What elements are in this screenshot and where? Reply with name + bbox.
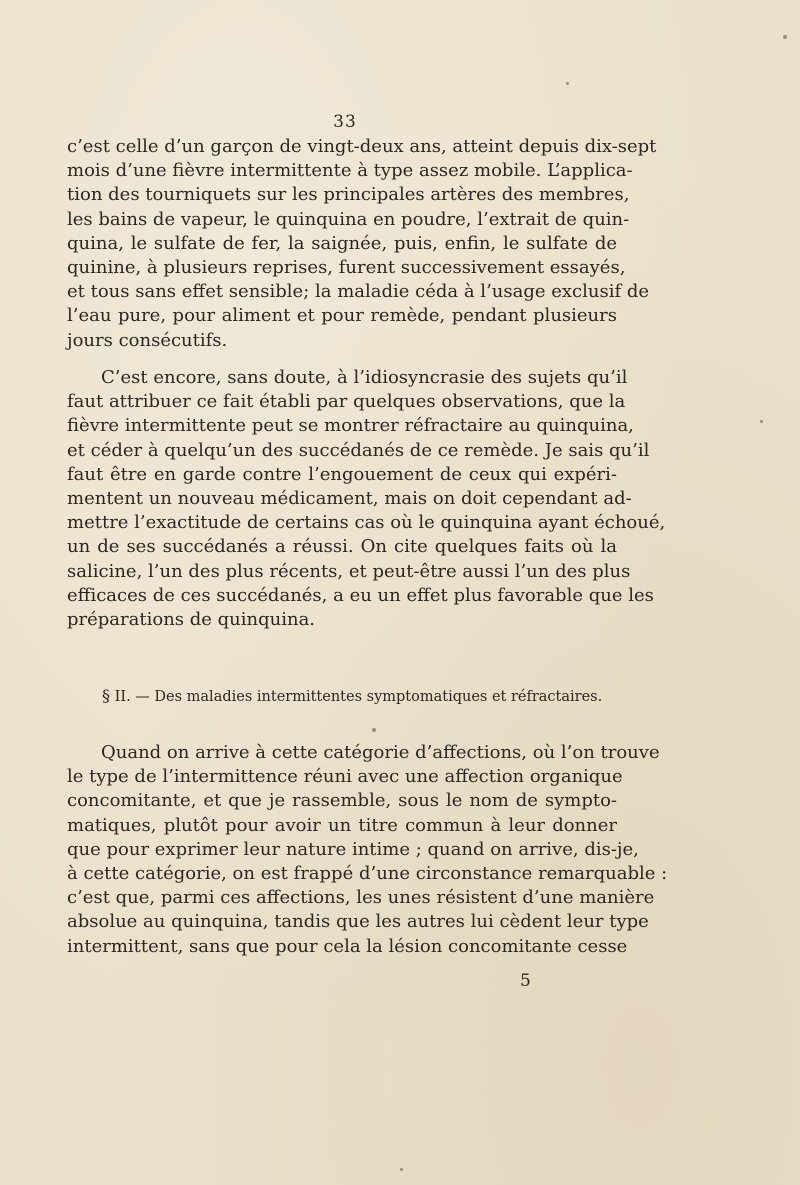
text-line: C’est encore, sans doute, à l’idiosyncrasie des sujets qu’il [101, 367, 628, 388]
text-line: et céder à quelqu’un des succédanés de ce remède. Je sais qu’il [67, 439, 650, 461]
paper-speck [372, 728, 376, 732]
paragraph-symptomatiques [67, 741, 668, 959]
text-line: les bains de vapeur, le quinquina en poudre, l’extrait de quin- [67, 208, 630, 230]
text-line: c’est celle d’un garçon de vingt-deux ans, atteint depuis dix-sept [67, 136, 657, 157]
text-line: Quand on arrive à cette catégorie d’affections, où l’on trouve [101, 742, 660, 763]
section-symbol: § [102, 686, 110, 705]
text-line: quina, le sulfate de fer, la saignée, puis, enfin, le sulfate de [67, 232, 617, 254]
text-line: mentent un nouveau médicament, mais on doit cependant ad- [67, 488, 632, 510]
text-line: l’eau pure, pour aliment et pour remède, pendant plusieurs [67, 305, 617, 327]
text-line: concomitante, et que je rassemble, sous le nom de sympto- [67, 790, 617, 812]
page-number: 33 [333, 112, 357, 132]
text-line: à cette catégorie, on est frappé d’une circonstance remarquable : [67, 863, 668, 885]
text-line: un de ses succédanés a réussi. On cite quelques faits où la [67, 536, 617, 558]
paragraph-idiosyncrasie [67, 366, 666, 632]
text-line: salicine, l’un des plus récents, et peut-être aussi l’un des plus [67, 560, 631, 582]
signature-mark: 5 [520, 971, 531, 991]
text-line: efficaces de ces succédanés, a eu un effet plus favorable que les [67, 584, 654, 606]
section-number: II. [114, 689, 131, 705]
text-line: tion des tourniquets sur les principales artères des membres, [67, 184, 630, 206]
text-line: et tous sans effet sensible; la maladie céda à l’usage exclusif de [67, 281, 650, 303]
section-heading [102, 686, 603, 705]
paragraph-continuation [67, 135, 657, 353]
text-line: c’est que, parmi ces affections, les unes résistent d’une manière [67, 887, 655, 909]
text-line: jours consécutifs. [67, 329, 228, 351]
text-line: quinine, à plusieurs reprises, furent successivement essayés, [67, 257, 626, 279]
text-line: fièvre intermittente peut se montrer réfractaire au quinquina, [67, 415, 634, 437]
text-line: le type de l’intermittence réuni avec une affection organique [67, 766, 623, 788]
text-line: mettre l’exactitude de certains cas où le quinquina ayant échoué, [67, 512, 666, 534]
text-line: intermittent, sans que pour cela la lésion concomitante cesse [67, 935, 628, 957]
paper-speck [566, 82, 569, 85]
text-line: absolue au quinquina, tandis que les autres lui cèdent leur type [67, 911, 649, 933]
text-line: mois d’une fièvre intermittente à type assez mobile. L’applica- [67, 160, 633, 182]
paper-speck [760, 420, 763, 423]
paper-speck [783, 35, 787, 39]
section-title: — Des maladies intermittentes symptomatiques et réfractaires. [135, 689, 603, 705]
text-line: faut attribuer ce fait établi par quelques observations, que la [67, 391, 626, 413]
paper-speck [400, 1168, 403, 1171]
text-line: que pour exprimer leur nature intime ; quand on arrive, dis-je, [67, 838, 639, 860]
text-line: matiques, plutôt pour avoir un titre commun à leur donner [67, 814, 617, 836]
text-line: préparations de quinquina. [67, 609, 316, 631]
text-line: faut être en garde contre l’engouement de ceux qui expéri- [67, 463, 617, 485]
